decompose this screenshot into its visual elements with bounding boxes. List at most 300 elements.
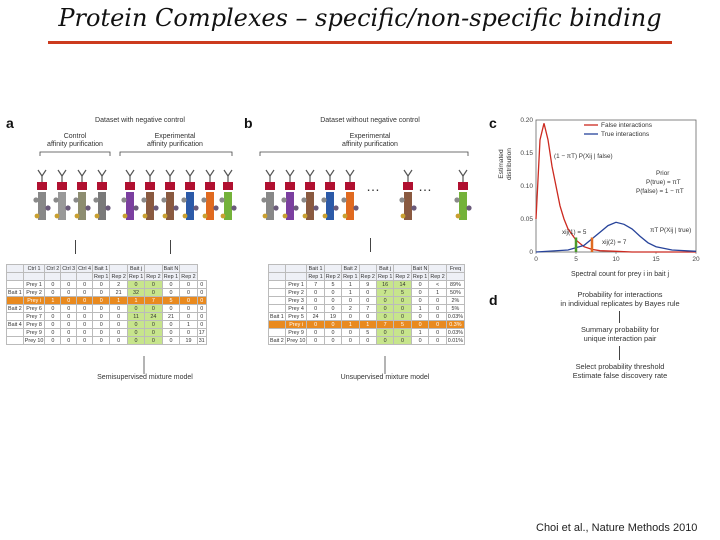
table-header-cell: Rep 2 bbox=[181, 273, 196, 280]
table-cell: Bait 1 bbox=[8, 289, 22, 296]
table-cell: 0 bbox=[145, 337, 162, 345]
table-cell: 0 bbox=[197, 313, 206, 321]
table-header-cell bbox=[429, 265, 446, 273]
table-cell: 0 bbox=[180, 305, 197, 313]
table-cell: 0 bbox=[342, 313, 359, 321]
table-cell: Prey 5 bbox=[285, 313, 307, 321]
protein-complex-b5 bbox=[399, 170, 416, 220]
table-header-cell: Bait j bbox=[376, 265, 393, 273]
table-cell: 1 bbox=[342, 289, 359, 297]
panel-a-experimental-label: Experimental affinity purification bbox=[147, 133, 203, 148]
table-row bbox=[7, 321, 207, 329]
table-header-cell: Bait 1 bbox=[308, 265, 323, 272]
table-cell bbox=[269, 305, 286, 313]
table-header-cell bbox=[77, 273, 93, 281]
table-cell: 0 bbox=[307, 337, 324, 345]
table-header-cell bbox=[61, 273, 77, 281]
table-cell: 0 bbox=[61, 297, 77, 305]
table-cell: 24 bbox=[307, 313, 324, 321]
table-cell: 0 bbox=[376, 329, 393, 337]
panel-d-arrow-2 bbox=[619, 346, 620, 360]
table-header-cell bbox=[324, 265, 341, 273]
table-header-cell bbox=[180, 265, 197, 273]
table-cell: 0 bbox=[180, 313, 197, 321]
table-cell: 2 bbox=[110, 281, 127, 289]
table-cell: 0 bbox=[411, 313, 429, 321]
panel-a-complex-illustration bbox=[0, 150, 240, 260]
table-cell: 0 bbox=[429, 321, 446, 329]
table-cell: Bait 2 bbox=[270, 337, 284, 344]
table-header-cell bbox=[7, 265, 24, 273]
table-header-cell: Ctrl 2 bbox=[46, 265, 60, 272]
table-cell: 50% bbox=[446, 289, 464, 297]
protein-complex-b6 bbox=[454, 170, 471, 220]
table-header-cell bbox=[285, 265, 307, 273]
table-header-cell: Rep 1 bbox=[94, 273, 109, 280]
table-cell: 0 bbox=[180, 289, 197, 297]
table-cell: 1 bbox=[342, 321, 359, 329]
table-cell: 0 bbox=[61, 281, 77, 289]
panel-d-step-3: Select probability threshold Estimate false discovery rate bbox=[572, 362, 668, 380]
table-row bbox=[7, 289, 207, 297]
table-cell: 0 bbox=[162, 337, 180, 345]
table-header-cell bbox=[446, 273, 464, 281]
table-header-cell: Bait N bbox=[412, 265, 428, 272]
table-cell: 0 bbox=[162, 305, 180, 313]
table-cell: Prey 9 bbox=[285, 329, 307, 337]
protein-complex-a9 bbox=[219, 170, 236, 220]
table-cell: 2% bbox=[446, 297, 464, 305]
table-cell: 0 bbox=[93, 321, 110, 329]
protein-complex-a8 bbox=[201, 170, 218, 220]
table-cell: 0 bbox=[110, 313, 127, 321]
table-cell: 0.3% bbox=[446, 321, 464, 329]
table-cell: Prey 7 bbox=[23, 313, 45, 321]
table-cell: 5 bbox=[394, 289, 411, 297]
table-cell: 11 bbox=[127, 313, 144, 321]
table-cell: Prey 2 bbox=[23, 289, 45, 297]
y-tick-label: 0.10 bbox=[520, 183, 533, 190]
panel-b-experimental-label: Experimental affinity purification bbox=[342, 133, 398, 148]
table-cell: 1 bbox=[411, 329, 429, 337]
table-cell: 0 bbox=[162, 289, 180, 297]
table-row bbox=[7, 329, 207, 337]
protein-complex-b0 bbox=[261, 170, 278, 220]
table-cell: 7 bbox=[376, 289, 393, 297]
table-cell: 0 bbox=[77, 337, 93, 345]
table-header-cell: Bait 1 bbox=[94, 265, 109, 272]
table-cell: 0 bbox=[197, 305, 206, 313]
panel-b-arrow bbox=[370, 238, 371, 252]
chart-annotation: xij(1) = 5 bbox=[562, 229, 587, 236]
chart-annotation: P(false) = 1 − πT bbox=[636, 188, 684, 195]
table-cell: 17 bbox=[198, 329, 205, 336]
panel-b-model-label: Unsupervised mixture model bbox=[340, 374, 430, 381]
table-cell: 0 bbox=[324, 289, 341, 297]
table-header-cell: Rep 1 bbox=[308, 273, 323, 280]
table-cell: 0 bbox=[324, 321, 341, 329]
table-cell: Prey 6 bbox=[23, 305, 45, 313]
table-header-cell bbox=[394, 265, 411, 273]
table-cell: 0 bbox=[359, 297, 376, 305]
panel-a-arrow-left bbox=[75, 240, 76, 254]
table-header-cell: Ctrl 1 bbox=[23, 265, 45, 273]
table-cell: 0 bbox=[93, 281, 110, 289]
table-cell: 0 bbox=[93, 337, 110, 345]
table-cell: 32 bbox=[127, 289, 144, 297]
chart-ylabel: Estimated distribution bbox=[498, 148, 513, 180]
table-header-cell: Rep 1 bbox=[128, 273, 144, 280]
table-cell: 0 bbox=[93, 329, 110, 337]
protein-complex-a5 bbox=[141, 170, 158, 220]
table-row bbox=[7, 313, 207, 321]
table-cell: 0 bbox=[180, 329, 197, 337]
table-cell bbox=[7, 297, 24, 305]
table-cell: 0 bbox=[45, 289, 61, 297]
table-cell: 1 bbox=[359, 321, 376, 329]
table-cell: 5 bbox=[324, 281, 341, 289]
table-cell: 0 bbox=[110, 329, 127, 337]
table-cell: 1 bbox=[429, 289, 446, 297]
table-cell: 0 bbox=[93, 289, 110, 297]
table-cell: < bbox=[429, 281, 446, 289]
table-cell: 7 bbox=[359, 305, 376, 313]
table-header-cell bbox=[7, 273, 24, 281]
table-cell: 5 bbox=[359, 329, 376, 337]
table-header-cell bbox=[359, 265, 376, 273]
table-header-cell: Bait j bbox=[127, 265, 144, 273]
table-cell: 0 bbox=[411, 281, 429, 289]
table-header-cell: Rep 2 bbox=[111, 273, 126, 280]
table-cell: 0 bbox=[45, 337, 61, 345]
panel-b-ellipsis-2: … bbox=[418, 178, 432, 194]
protein-complex-a3 bbox=[93, 170, 110, 220]
table-cell: 0 bbox=[162, 329, 180, 337]
table-cell: 0 bbox=[127, 321, 144, 329]
chart-annotation: (1 − πT) P(Xij | false) bbox=[554, 153, 613, 160]
table-cell: 0 bbox=[197, 297, 206, 305]
table-cell: 0.01% bbox=[447, 337, 464, 344]
table-cell: 0 bbox=[162, 321, 180, 329]
table-header-cell bbox=[23, 273, 45, 281]
table-row bbox=[269, 297, 465, 305]
table-cell: 0 bbox=[376, 313, 393, 321]
panel-b-complex-illustration bbox=[258, 150, 478, 260]
table-cell: 0 bbox=[145, 289, 162, 297]
table-row bbox=[269, 281, 465, 289]
protein-complex-a7 bbox=[181, 170, 198, 220]
table-cell: Prey 4 bbox=[285, 305, 307, 313]
chart-annotation: πT P(Xij | true) bbox=[650, 227, 692, 234]
table-cell: 0 bbox=[77, 281, 93, 289]
panel-b-count-table bbox=[268, 264, 465, 345]
table-cell: 0 bbox=[162, 281, 180, 289]
panel-a-control-label: Control affinity purification bbox=[47, 133, 103, 148]
table-cell: 0 bbox=[77, 289, 93, 297]
table-header-cell: Freq bbox=[446, 265, 464, 273]
table-cell bbox=[269, 289, 286, 297]
panel-label-c: c bbox=[489, 115, 497, 131]
table-cell: 0 bbox=[45, 305, 61, 313]
protein-complex-a1 bbox=[53, 170, 70, 220]
protein-complex-a0 bbox=[33, 170, 50, 220]
table-cell: 0 bbox=[45, 281, 61, 289]
table-cell: 7 bbox=[307, 281, 324, 289]
panel-a-arrow-right bbox=[170, 240, 171, 254]
table-cell: 0 bbox=[307, 329, 324, 337]
table-header-cell: Rep 1 bbox=[343, 273, 358, 280]
table-cell: 1 bbox=[180, 321, 197, 329]
citation-caption: Choi et al., Nature Methods 2010 bbox=[536, 522, 698, 534]
table-cell: 0 bbox=[324, 297, 341, 305]
chart-annotation: Prior bbox=[656, 170, 670, 177]
table-cell: 1 bbox=[110, 297, 127, 305]
table-cell: 21 bbox=[110, 289, 127, 297]
table-cell: 0.03% bbox=[447, 313, 464, 320]
table-row bbox=[269, 329, 465, 337]
title-underline bbox=[48, 41, 672, 44]
table-cell: 1 bbox=[45, 297, 61, 305]
y-tick-label: 0.15 bbox=[520, 150, 533, 157]
legend-label: False interactions bbox=[601, 122, 652, 129]
table-cell: 0 bbox=[394, 337, 411, 345]
table-cell: 7 bbox=[145, 297, 162, 305]
table-cell: Prey i bbox=[285, 321, 307, 329]
table-row bbox=[7, 281, 207, 289]
table-cell: Prey 2 bbox=[285, 289, 307, 297]
table-header-cell bbox=[45, 273, 61, 281]
table-cell: 0 bbox=[77, 313, 93, 321]
table-cell: 0 bbox=[145, 329, 162, 337]
table-cell bbox=[269, 281, 286, 289]
protein-complex-b4 bbox=[341, 170, 358, 220]
table-cell: 0 bbox=[61, 313, 77, 321]
table-cell bbox=[7, 281, 24, 289]
table-cell: 0 bbox=[61, 321, 77, 329]
table-cell: 0 bbox=[77, 329, 93, 337]
table-header-cell bbox=[285, 273, 307, 281]
table-cell: 0 bbox=[145, 321, 162, 329]
table-cell: 0 bbox=[359, 337, 376, 345]
table-cell: 0.03% bbox=[447, 329, 464, 336]
table-cell: 0 bbox=[45, 313, 61, 321]
table-cell: 0 bbox=[324, 337, 341, 345]
table-cell: 14 bbox=[394, 281, 411, 289]
y-tick-label: 0 bbox=[529, 249, 533, 256]
table-header-cell: Rep 1 bbox=[163, 273, 179, 280]
table-cell: 24 bbox=[145, 313, 162, 321]
table-header-cell: Rep 2 bbox=[430, 273, 445, 280]
table-cell: 0 bbox=[359, 313, 376, 321]
panel-a-heading: Dataset with negative control bbox=[95, 117, 185, 124]
table-header-cell: Rep 2 bbox=[360, 273, 375, 280]
table-cell: 0 bbox=[429, 297, 446, 305]
table-cell: 0 bbox=[61, 329, 77, 337]
table-header-cell: Ctrl 4 bbox=[78, 265, 92, 272]
table-header-cell: Rep 2 bbox=[146, 273, 161, 280]
table-cell: 0 bbox=[127, 305, 144, 313]
table-cell: 0 bbox=[145, 305, 162, 313]
legend-label: True interactions bbox=[601, 131, 650, 138]
table-header-cell: Rep 2 bbox=[395, 273, 410, 280]
table-header-cell bbox=[110, 265, 127, 273]
table-cell: 0 bbox=[127, 337, 144, 345]
panel-label-b: b bbox=[244, 115, 253, 131]
table-cell: 0 bbox=[324, 305, 341, 313]
table-cell: 0 bbox=[180, 281, 197, 289]
table-cell: 0 bbox=[197, 289, 206, 297]
x-tick-label: 5 bbox=[574, 256, 578, 263]
table-cell: Bait 2 bbox=[8, 305, 22, 312]
table-row bbox=[269, 321, 465, 329]
protein-complex-a4 bbox=[121, 170, 138, 220]
protein-complex-a2 bbox=[73, 170, 90, 220]
panel-a-model-label: Semisupervised mixture model bbox=[97, 374, 193, 381]
table-cell: 0 bbox=[127, 281, 144, 289]
table-row bbox=[7, 297, 207, 305]
table-cell: 0 bbox=[127, 329, 144, 337]
table-cell: Prey 8 bbox=[23, 321, 45, 329]
table-cell: 0 bbox=[61, 337, 77, 345]
slide-title: Protein Complexes – specific/non-specific binding bbox=[58, 4, 662, 32]
panel-label-a: a bbox=[6, 115, 14, 131]
table-row bbox=[269, 289, 465, 297]
table-header-cell bbox=[145, 265, 162, 273]
table-cell: 0 bbox=[45, 321, 61, 329]
table-cell: 0 bbox=[307, 305, 324, 313]
table-cell: 0 bbox=[110, 337, 127, 345]
table-cell bbox=[7, 337, 24, 345]
table-cell: 0 bbox=[394, 297, 411, 305]
y-tick-label: 0.05 bbox=[520, 216, 533, 223]
table-cell: 16 bbox=[376, 281, 393, 289]
table-cell: 0 bbox=[429, 337, 446, 345]
table-row bbox=[269, 313, 465, 321]
table-cell: 0 bbox=[61, 289, 77, 297]
x-tick-label: 0 bbox=[534, 256, 538, 263]
protein-complex-b3 bbox=[321, 170, 338, 220]
table-cell: 21 bbox=[162, 313, 180, 321]
x-tick-label: 20 bbox=[692, 256, 700, 263]
table-cell: 19 bbox=[324, 313, 341, 321]
table-cell: Prey 10 bbox=[286, 337, 306, 344]
table-cell: Prey 10 bbox=[24, 337, 44, 344]
panel-d-arrow-1 bbox=[619, 311, 620, 323]
table-cell: 0 bbox=[145, 281, 162, 289]
table-header-row bbox=[7, 265, 207, 273]
panel-a-count-table bbox=[6, 264, 207, 345]
chart-annotation: xij(2) = 7 bbox=[602, 239, 627, 246]
table-cell: 19 bbox=[180, 337, 197, 345]
table-cell: 0 bbox=[93, 297, 110, 305]
table-cell: 0 bbox=[394, 305, 411, 313]
table-cell: Prey 1 bbox=[23, 281, 45, 289]
table-cell: 0 bbox=[307, 321, 324, 329]
table-cell: 0 bbox=[376, 297, 393, 305]
panel-b-arrow-to-model bbox=[384, 356, 386, 374]
table-cell: 0 bbox=[197, 321, 206, 329]
table-cell bbox=[269, 297, 286, 305]
x-tick-label: 10 bbox=[612, 256, 620, 263]
table-cell: 0 bbox=[429, 305, 446, 313]
x-tick-label: 15 bbox=[652, 256, 660, 263]
table-cell: 7 bbox=[376, 321, 393, 329]
table-cell: Prey 9 bbox=[23, 329, 45, 337]
table-cell: 5% bbox=[446, 305, 464, 313]
table-cell: 0 bbox=[411, 321, 429, 329]
panel-d-step-1: Probability for interactions in individual replicates by Bayes rule bbox=[560, 290, 680, 308]
table-header-cell bbox=[269, 273, 286, 281]
table-cell: Prey 1 bbox=[285, 281, 307, 289]
protein-complex-b1 bbox=[281, 170, 298, 220]
table-cell: 0 bbox=[77, 321, 93, 329]
table-header-row bbox=[269, 265, 465, 273]
table-cell: 0 bbox=[342, 329, 359, 337]
table-cell: 0 bbox=[110, 305, 127, 313]
table-cell: 2 bbox=[342, 305, 359, 313]
table-cell: 0 bbox=[77, 305, 93, 313]
table-cell: 0 bbox=[376, 337, 393, 345]
table-cell: 0 bbox=[307, 297, 324, 305]
table-cell: Bait 1 bbox=[270, 313, 284, 320]
table-cell: 0 bbox=[376, 305, 393, 313]
panel-b-ellipsis-1: … bbox=[366, 178, 380, 194]
chart-xlabel: Spectral count for prey i in bait j bbox=[570, 271, 670, 278]
table-header-cell: Rep 1 bbox=[412, 273, 428, 280]
table-header-cell: Bait N bbox=[163, 265, 179, 272]
table-cell: 0 bbox=[342, 297, 359, 305]
table-cell bbox=[269, 329, 286, 337]
table-cell: 9 bbox=[359, 281, 376, 289]
table-row bbox=[269, 337, 465, 345]
table-cell: 0 bbox=[110, 321, 127, 329]
table-header-cell: Bait 2 bbox=[343, 265, 358, 272]
table-cell: 0 bbox=[394, 313, 411, 321]
table-cell: 0 bbox=[429, 329, 446, 337]
table-cell: 0 bbox=[180, 297, 197, 305]
table-cell bbox=[7, 313, 24, 321]
table-cell: 0 bbox=[45, 329, 61, 337]
y-tick-label: 0.20 bbox=[520, 117, 533, 124]
panel-c-distribution-chart bbox=[500, 112, 700, 282]
table-cell: 0 bbox=[324, 329, 341, 337]
table-cell: 0 bbox=[359, 289, 376, 297]
protein-complex-b2 bbox=[301, 170, 318, 220]
table-cell: 5 bbox=[162, 297, 180, 305]
table-cell: 0 bbox=[307, 289, 324, 297]
panel-b-heading: Dataset without negative control bbox=[320, 117, 420, 124]
table-header-row bbox=[269, 273, 465, 281]
protein-complex-a6 bbox=[161, 170, 178, 220]
table-row bbox=[269, 305, 465, 313]
table-header-cell: Ctrl 3 bbox=[62, 265, 76, 272]
table-cell: 0 bbox=[411, 337, 429, 345]
table-cell: 1 bbox=[411, 305, 429, 313]
panel-a-arrow-to-model bbox=[143, 356, 145, 374]
table-cell: 0 bbox=[77, 297, 93, 305]
table-cell: 1 bbox=[342, 281, 359, 289]
table-header-cell: Rep 1 bbox=[377, 273, 393, 280]
table-cell: 89% bbox=[446, 281, 464, 289]
table-row bbox=[7, 337, 207, 345]
table-header-row bbox=[7, 273, 207, 281]
table-cell: 5 bbox=[394, 321, 411, 329]
table-cell: Bait 4 bbox=[8, 321, 22, 328]
table-cell: 31 bbox=[198, 337, 205, 344]
table-row bbox=[7, 305, 207, 313]
table-cell: 0 bbox=[93, 313, 110, 321]
table-cell bbox=[269, 321, 286, 329]
